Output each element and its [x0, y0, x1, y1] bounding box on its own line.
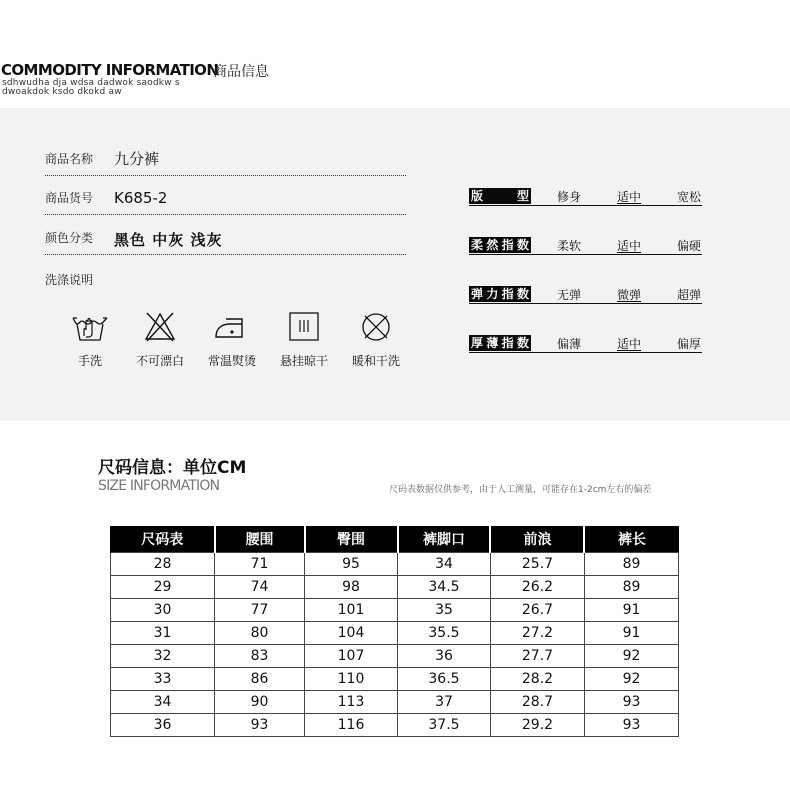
- table-cell: 37: [398, 691, 491, 714]
- header-waist: 腰围: [215, 526, 305, 553]
- subtitle-line-1: sdhwudha dja wdsa dadwok saodkw s: [2, 78, 180, 88]
- table-cell: 71: [215, 553, 305, 576]
- no-tumble-dry-icon: [356, 310, 396, 344]
- attr-option: 修身: [556, 190, 581, 204]
- divider: [45, 175, 406, 176]
- table-cell: 104: [305, 622, 398, 645]
- table-cell: 32: [111, 645, 215, 668]
- attr-key-thickness: 厚薄指数: [471, 336, 529, 350]
- table-cell: 98: [305, 576, 398, 599]
- table-cell: 26.2: [490, 576, 584, 599]
- table-cell: 91: [584, 599, 678, 622]
- product-name-label: 商品名称: [45, 152, 94, 166]
- table-cell: 74: [215, 576, 305, 599]
- table-cell: 86: [215, 668, 305, 691]
- table-cell: 92: [584, 668, 678, 691]
- attr-option-selected: 适中: [616, 337, 641, 351]
- table-row: [111, 691, 679, 714]
- table-cell: 33: [111, 668, 215, 691]
- table-cell: 93: [584, 691, 678, 714]
- color-category-value: 黑色 中灰 浅灰: [114, 231, 223, 249]
- subtitle-line-2: dwoakdok ksdo dkokd aw: [2, 87, 122, 97]
- attr-scale-line: [469, 254, 702, 255]
- table-cell: 29.2: [490, 714, 584, 737]
- size-note: 尺码表数据仅供参考，由于人工测量，可能存在1-2cm左右的偏差: [389, 485, 652, 495]
- table-cell: 31: [111, 622, 215, 645]
- table-cell: 35: [398, 599, 491, 622]
- table-cell: 89: [584, 553, 678, 576]
- table-cell: 93: [215, 714, 305, 737]
- table-cell: 30: [111, 599, 215, 622]
- color-category-label: 颜色分类: [45, 231, 94, 245]
- hand-wash-icon: [70, 310, 110, 344]
- hang-dry-icon: [284, 310, 324, 344]
- table-row: [111, 645, 679, 668]
- table-cell: 116: [305, 714, 398, 737]
- attr-key-fit: 版型: [471, 189, 529, 203]
- header-length: 裤长: [584, 526, 678, 553]
- table-cell: 107: [305, 645, 398, 668]
- table-cell: 101: [305, 599, 398, 622]
- washing-instructions-label: 洗涤说明: [45, 273, 94, 287]
- divider: [45, 254, 406, 255]
- table-row: [111, 668, 679, 691]
- table-row: [111, 576, 679, 599]
- table-cell: 92: [584, 645, 678, 668]
- attr-option-selected: 微弹: [616, 288, 641, 302]
- table-cell: 34: [398, 553, 491, 576]
- attr-option: 偏厚: [676, 337, 701, 351]
- size-table-header: [111, 526, 679, 553]
- table-cell: 28.7: [490, 691, 584, 714]
- table-cell: 90: [215, 691, 305, 714]
- attr-scale-line: [469, 352, 702, 353]
- size-title: 尺码信息：单位CM: [98, 458, 247, 478]
- attr-option: 柔软: [556, 239, 581, 253]
- header-size: 尺码表: [111, 526, 215, 553]
- attr-key-elasticity: 弹力指数: [471, 287, 529, 301]
- attr-option: 偏硬: [676, 239, 701, 253]
- table-cell: 113: [305, 691, 398, 714]
- table-cell: 110: [305, 668, 398, 691]
- attr-option: 超弹: [676, 288, 701, 302]
- size-table: [110, 526, 679, 737]
- care-label-hang-dry: 悬挂晾干: [279, 354, 328, 368]
- table-cell: 83: [215, 645, 305, 668]
- table-row: [111, 622, 679, 645]
- title-english: COMMODITY INFORMATION: [1, 61, 219, 79]
- table-cell: 27.7: [490, 645, 584, 668]
- table-cell: 34.5: [398, 576, 491, 599]
- table-row: [111, 599, 679, 622]
- table-cell: 93: [584, 714, 678, 737]
- attr-scale-line: [469, 303, 702, 304]
- care-label-iron: 常温熨烫: [207, 354, 256, 368]
- table-cell: 29: [111, 576, 215, 599]
- product-code-value: K685-2: [114, 189, 168, 207]
- care-label-dry-clean: 暖和干洗: [351, 354, 400, 368]
- table-cell: 80: [215, 622, 305, 645]
- table-cell: 35.5: [398, 622, 491, 645]
- size-subtitle: SIZE INFORMATION: [98, 478, 220, 494]
- attr-scale-line: [469, 205, 702, 206]
- attr-option-selected: 适中: [616, 239, 641, 253]
- care-label-no-bleach: 不可漂白: [135, 354, 184, 368]
- attr-option: 无弹: [556, 288, 581, 302]
- attr-option-selected: 适中: [616, 190, 641, 204]
- divider: [45, 214, 406, 215]
- product-code-label: 商品货号: [45, 191, 94, 205]
- table-row: [111, 714, 679, 737]
- attr-option: 宽松: [676, 190, 701, 204]
- header-leg-opening: 裤脚口: [398, 526, 491, 553]
- table-row: [111, 553, 679, 576]
- table-cell: 28: [111, 553, 215, 576]
- table-cell: 77: [215, 599, 305, 622]
- product-name-value: 九分裤: [114, 150, 160, 168]
- table-cell: 36.5: [398, 668, 491, 691]
- header-hip: 臀围: [305, 526, 398, 553]
- table-cell: 28.2: [490, 668, 584, 691]
- iron-icon: [212, 310, 252, 344]
- table-cell: 95: [305, 553, 398, 576]
- title-chinese: 商品信息: [213, 64, 269, 80]
- table-cell: 25.7: [490, 553, 584, 576]
- table-cell: 26.7: [490, 599, 584, 622]
- care-label-hand-wash: 手洗: [77, 354, 102, 368]
- table-cell: 37.5: [398, 714, 491, 737]
- attr-option: 偏薄: [556, 337, 581, 351]
- table-cell: 34: [111, 691, 215, 714]
- attr-key-softness: 柔然指数: [471, 238, 529, 252]
- table-cell: 91: [584, 622, 678, 645]
- no-bleach-icon: [140, 310, 180, 344]
- table-cell: 27.2: [490, 622, 584, 645]
- table-cell: 36: [111, 714, 215, 737]
- table-cell: 36: [398, 645, 491, 668]
- header-front-rise: 前浪: [490, 526, 584, 553]
- table-cell: 89: [584, 576, 678, 599]
